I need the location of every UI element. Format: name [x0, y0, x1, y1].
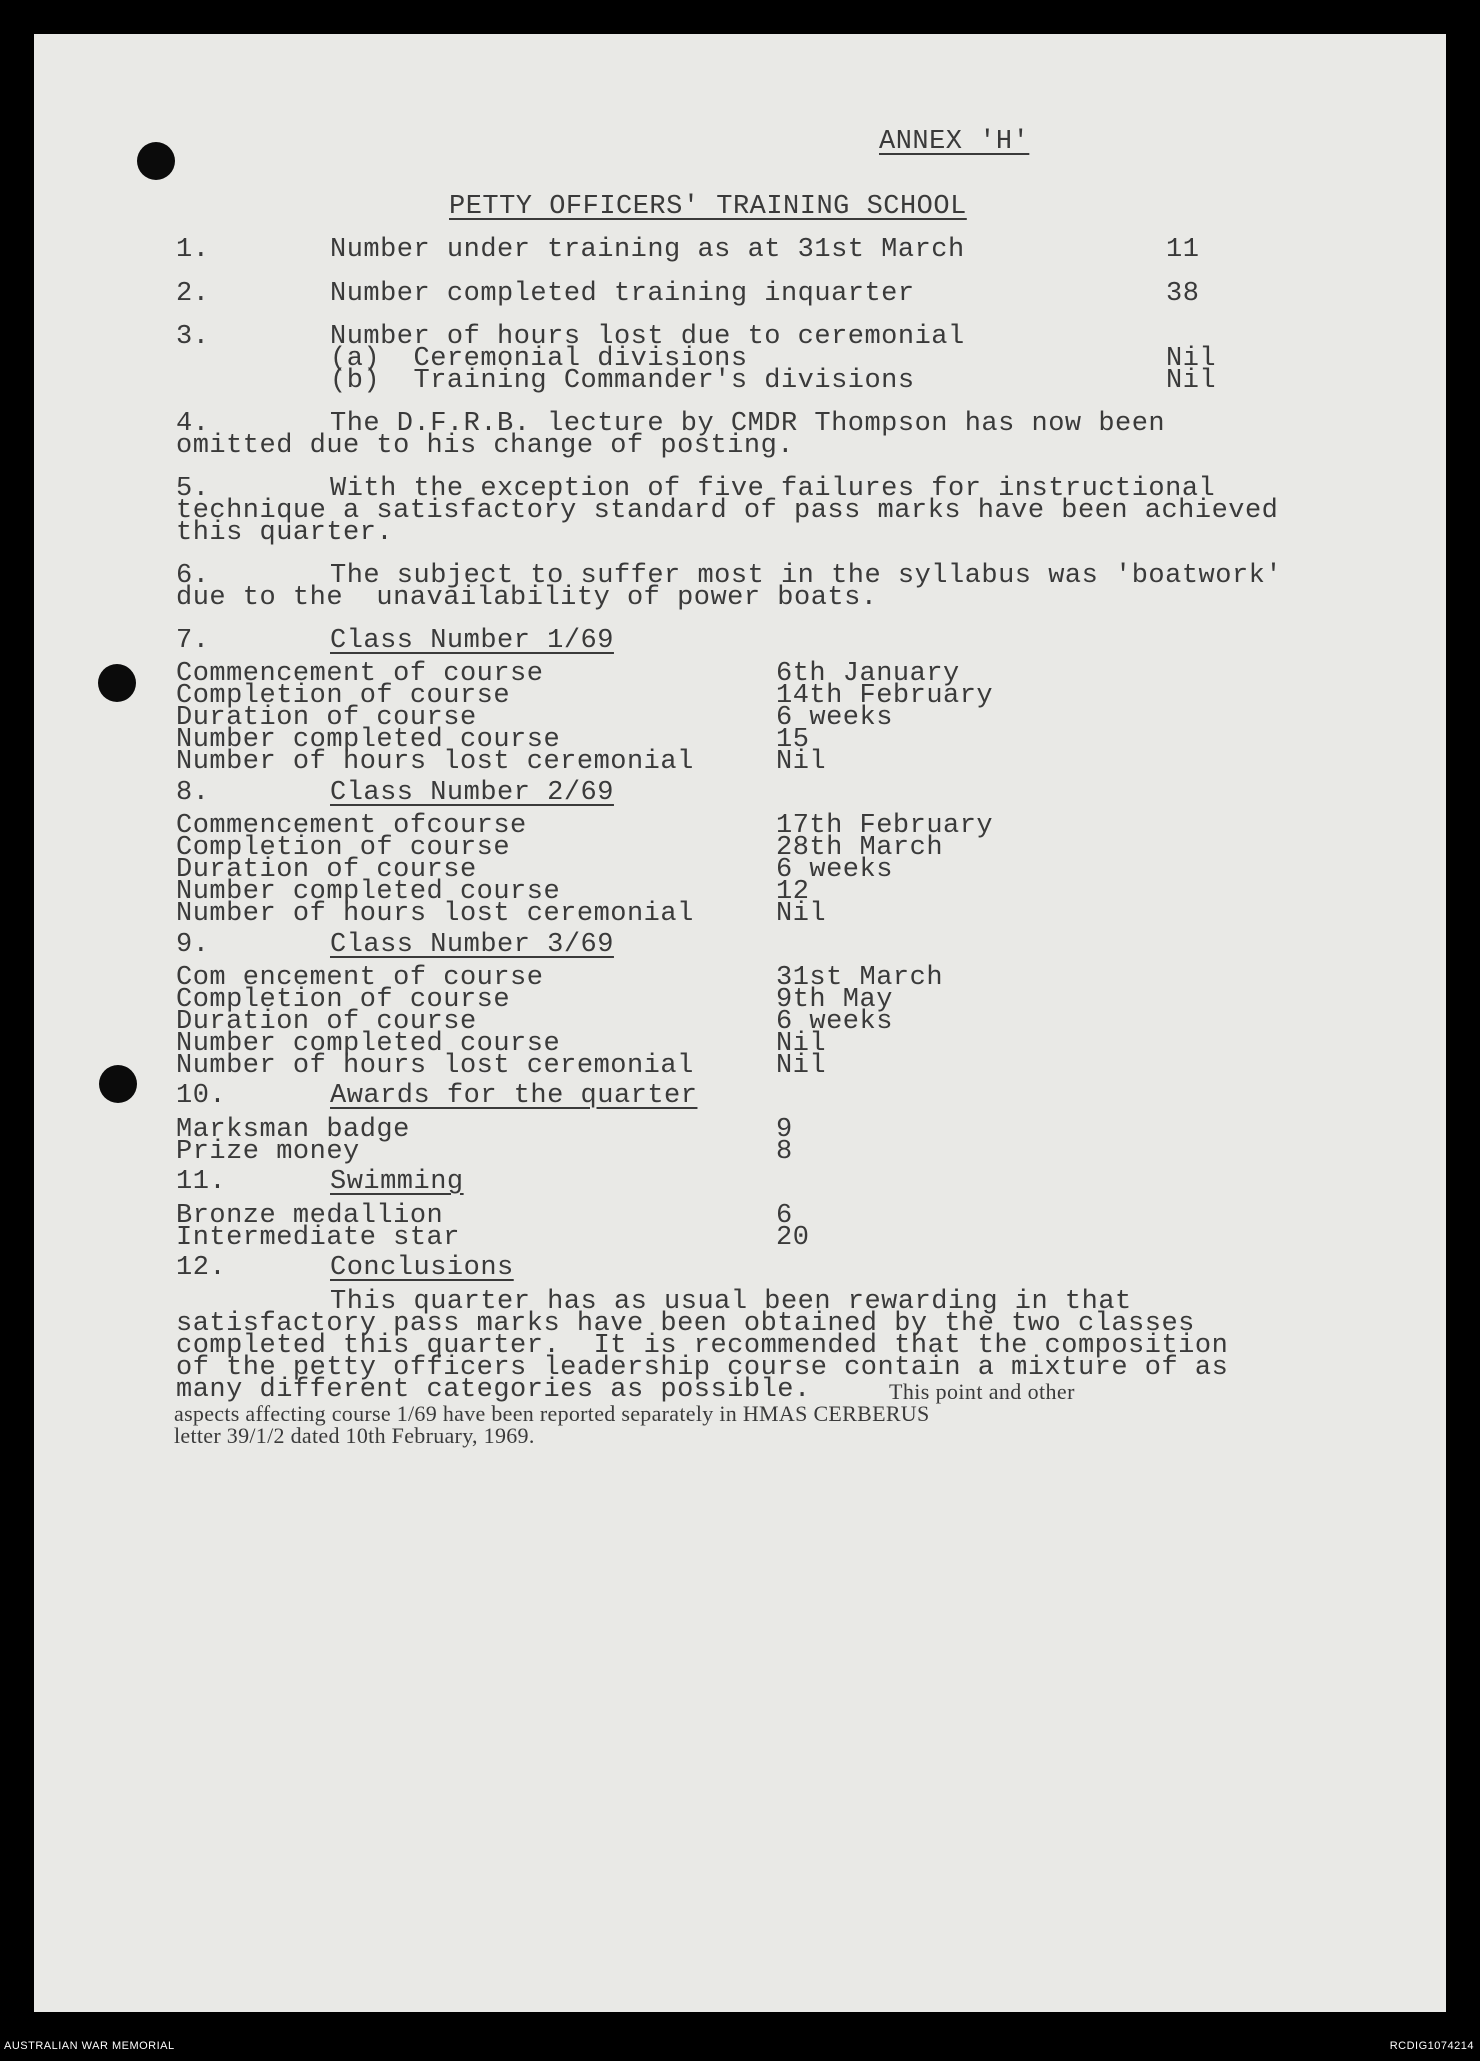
- conclusion-line: aspects affecting course 1/69 have been reported separately in HMAS CERBERUS: [174, 1401, 930, 1426]
- section-number: 12.: [176, 1253, 227, 1283]
- paragraph-line: omitted due to his change of posting.: [176, 431, 794, 461]
- item-value: 11: [1166, 235, 1200, 265]
- section-heading: Class Number 2/69: [330, 778, 614, 808]
- page-title: PETTY OFFICERS' TRAINING SCHOOL: [449, 192, 967, 222]
- class-row-label: Number of hours lost ceremonial: [176, 1051, 694, 1081]
- class-row-value: 15: [776, 725, 810, 755]
- class-row-label: Number completed course: [176, 725, 561, 755]
- section-number: 9.: [176, 930, 210, 960]
- conclusion-line: of the petty officers leadership course contain a mixture of as: [176, 1353, 1229, 1383]
- section-heading: Class Number 3/69: [330, 930, 614, 960]
- item-label: Number completed training inquarter: [330, 279, 915, 309]
- class-row-value: 31st March: [776, 963, 944, 993]
- conclusion-line: This point and other: [889, 1379, 1075, 1404]
- item-number: 2.: [176, 279, 210, 309]
- section-heading: Swimming: [330, 1167, 464, 1197]
- class-row-value: Nil: [776, 747, 827, 777]
- award-row-label: Prize money: [176, 1137, 360, 1167]
- section-heading: Awards for the quarter: [330, 1081, 698, 1111]
- section-number: 11.: [176, 1167, 227, 1197]
- class-row-label: Number completed course: [176, 1029, 561, 1059]
- swim-row-value: 6: [776, 1201, 793, 1231]
- punch-hole: [98, 664, 136, 702]
- class-row-value: Nil: [776, 899, 827, 929]
- class-row-label: Duration of course: [176, 1007, 477, 1037]
- class-row-label: Commencement ofcourse: [176, 811, 527, 841]
- annex-label: ANNEX 'H': [879, 127, 1030, 157]
- swim-row-label: Intermediate star: [176, 1223, 460, 1253]
- class-row-value: 6th January: [776, 659, 960, 689]
- punch-hole: [99, 1065, 137, 1103]
- paragraph-number: 4.: [176, 409, 210, 439]
- section-number: 10.: [176, 1081, 227, 1111]
- section-number: 7.: [176, 626, 210, 656]
- item-value: 38: [1166, 279, 1200, 309]
- paragraph-line: The subject to suffer most in the syllabus was 'boatwork': [330, 561, 1283, 591]
- class-row-value: 28th March: [776, 833, 944, 863]
- class-row-value: 12: [776, 877, 810, 907]
- class-row-value: 6 weeks: [776, 703, 893, 733]
- class-row-label: Number of hours lost ceremonial: [176, 747, 694, 777]
- class-row-value: 9th May: [776, 985, 893, 1015]
- class-row-label: Duration of course: [176, 855, 477, 885]
- item-label: Number of hours lost due to ceremonial: [330, 322, 965, 352]
- item-number: 1.: [176, 235, 210, 265]
- class-row-label: Completion of course: [176, 833, 511, 863]
- award-row-label: Marksman badge: [176, 1115, 410, 1145]
- award-row-value: 8: [776, 1137, 793, 1167]
- class-row-value: 17th February: [776, 811, 994, 841]
- class-row-value: 6 weeks: [776, 855, 893, 885]
- class-row-label: Completion of course: [176, 681, 511, 711]
- conclusion-line: completed this quarter. It is recommended that the composition: [176, 1331, 1229, 1361]
- class-row-label: Completion of course: [176, 985, 511, 1015]
- conclusion-line: many different categories as possible.: [176, 1375, 811, 1405]
- item-value: Nil: [1166, 344, 1217, 374]
- class-row-value: 14th February: [776, 681, 994, 711]
- conclusion-line: This quarter has as usual been rewarding in that: [330, 1287, 1132, 1317]
- paragraph-number: 6.: [176, 561, 210, 591]
- class-row-label: Com encement of course: [176, 963, 544, 993]
- paragraph-line: due to the unavailability of power boats.: [176, 583, 878, 613]
- document-page: [34, 34, 1446, 2012]
- item-number: 3.: [176, 322, 210, 352]
- paragraph-number: 5.: [176, 474, 210, 504]
- paragraph-line: With the exception of five failures for instructional: [330, 474, 1216, 504]
- class-row-label: Commencement of course: [176, 659, 544, 689]
- award-row-value: 9: [776, 1115, 793, 1145]
- footer-item-id: RCDIG1074214: [1389, 2040, 1474, 2052]
- swim-row-value: 20: [776, 1223, 810, 1253]
- footer-archive-name: AUSTRALIAN WAR MEMORIAL: [4, 2040, 175, 2052]
- punch-hole: [137, 142, 175, 180]
- class-row-label: Number completed course: [176, 877, 561, 907]
- swim-row-label: Bronze medallion: [176, 1201, 444, 1231]
- class-row-label: Duration of course: [176, 703, 477, 733]
- section-number: 8.: [176, 778, 210, 808]
- class-row-label: Number of hours lost ceremonial: [176, 899, 694, 929]
- paragraph-line: technique a satisfactory standard of pass marks have been achieved: [176, 496, 1279, 526]
- section-heading: Class Number 1/69: [330, 626, 614, 656]
- class-row-value: 6 weeks: [776, 1007, 893, 1037]
- item-value: Nil: [1166, 366, 1217, 396]
- item-label: Number under training as at 31st March: [330, 235, 965, 265]
- conclusion-line: satisfactory pass marks have been obtained by the two classes: [176, 1309, 1195, 1339]
- section-heading: Conclusions: [330, 1253, 514, 1283]
- class-row-value: Nil: [776, 1029, 827, 1059]
- item-sublabel: (b) Training Commander's divisions: [330, 366, 915, 396]
- paragraph-line: The D.F.R.B. lecture by CMDR Thompson has now been: [330, 409, 1166, 439]
- conclusion-line: letter 39/1/2 dated 10th February, 1969.: [174, 1423, 535, 1448]
- paragraph-line: this quarter.: [176, 518, 394, 548]
- class-row-value: Nil: [776, 1051, 827, 1081]
- item-sublabel: (a) Ceremonial divisions: [330, 344, 748, 374]
